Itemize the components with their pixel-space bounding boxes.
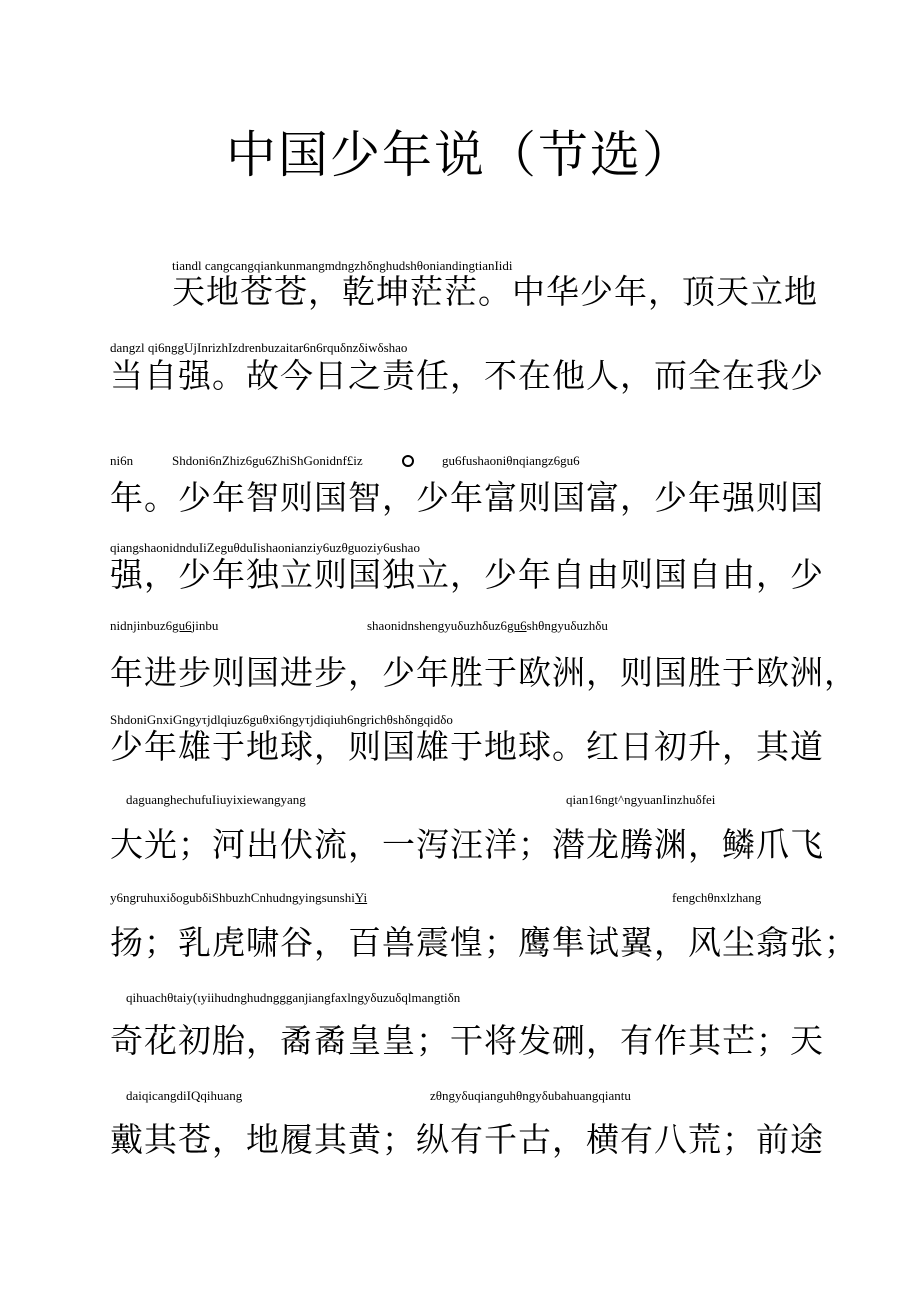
text-line-7: 大光；河出伏流，一泻汪洋；潜龙腾渊，鳞爪飞 bbox=[110, 825, 824, 864]
pinyin-line-10b: zθngyδuqianguhθngyδubahuangqiantu bbox=[430, 1088, 631, 1103]
text-line-4: 强，少年独立则国独立，少年自由则国自由，少 bbox=[110, 555, 824, 594]
text-line-5: 年进步则国进步，少年胜于欧洲，则国胜于欧洲， bbox=[110, 653, 858, 692]
text-line-2: 当自强。故今日之责任，不在他人，而全在我少 bbox=[110, 356, 824, 395]
pinyin-line-6: ShdoniGnxiGngyτjdlqiuz6guθxi6ngyτjdiqiuh6ngrichθshδngqidδo bbox=[110, 712, 453, 727]
pinyin-line-10a: daiqicangdiIQqihuang bbox=[126, 1088, 243, 1103]
pinyin-line-9: qihuachθtaiy(ιyiihudnghudnggganjiangfaxlngyδuzuδqlmangtiδn bbox=[126, 990, 461, 1005]
pinyin-line-7b: qian16ngt^ngyuanIinzhuδfei bbox=[566, 792, 716, 807]
pinyin-line-8b: fengchθnxlzhang bbox=[672, 890, 762, 905]
pinyin-line-4: qiangshaonidnduIiZeguθduIishaonianziy6uzθguoziy6ushao bbox=[110, 540, 420, 555]
pinyin-line-3c: gu6fushaoniθnqiangz6gu6 bbox=[442, 453, 580, 468]
pinyin-line-1: tiandl cangcangqiankunmangmdngzhδnghudshθoniandingtianIidi bbox=[172, 258, 513, 273]
circle-mark-icon bbox=[402, 455, 414, 467]
pinyin-line-5a: nidnjinbuz6gu6jinbu bbox=[110, 618, 219, 633]
text-line-10: 戴其苍，地履其黄；纵有千古，横有八荒；前途 bbox=[110, 1120, 824, 1159]
text-line-3: 年。少年智则国智，少年富则国富，少年强则国 bbox=[110, 478, 824, 517]
page-title: 中国少年说（节选） bbox=[226, 126, 694, 184]
pinyin-line-8a: y6ngruhuxiδogubδiShbuzhCnhudngyingsunshiYi bbox=[110, 890, 368, 905]
pinyin-line-2: dangzl qi6nggUjInrizhIzdrenbuzaitar6n6rquδnzδiwδshao bbox=[110, 340, 408, 355]
text-line-6: 少年雄于地球，则国雄于地球。红日初升，其道 bbox=[110, 727, 824, 766]
pinyin-line-3b: Shdoni6nZhiz6gu6ZhiShGonidnf£iz bbox=[172, 453, 363, 468]
pinyin-line-5b: shaonidnshengyuδuzhδuz6gu6shθngyuδuzhδu bbox=[367, 618, 608, 633]
text-line-1: 天地苍苍，乾坤茫茫。中华少年，顶天立地 bbox=[172, 272, 818, 311]
pinyin-line-7a: daguanghechufuIiuyixiewangyang bbox=[126, 792, 306, 807]
text-line-9: 奇花初胎，矞矞皇皇；干将发硎，有作其芒；天 bbox=[110, 1021, 824, 1060]
pinyin-line-3a: ni6n bbox=[110, 453, 134, 468]
text-line-8: 扬；乳虎啸谷，百兽震惶；鹰隼试翼，风尘翕张； bbox=[110, 923, 858, 962]
